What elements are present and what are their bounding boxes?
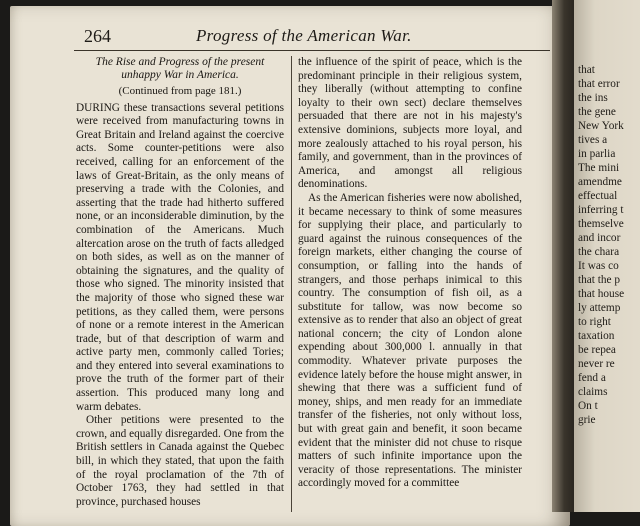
left-column xyxy=(76,56,284,509)
paragraph: As the American fisheries were now abolished, it became necessary to think of some measures for supplying their place, and particularly to guard against the ruinous consequences of the foreign markets, either changing the course of consumption, or falling into the hands of strangers, and those perhaps inimical to this country. The consumption of fish oil, as a substitute for tallow, was now become so extensive as to render that also an object of great national concern; the city of London alone expending about 300,000 l. annually in that commodity. Whatever private purposes the evidence lately before the house might answer, in shewing that there was a sufficient fund of money, ships, and men ready for an immediate transfer of the fisheries, not only without loss, but with great gain and benefit, it soon became evident that the minister did not chuse to risque matters of such infinite importance upon the veracity of those representations. The minister accordingly moved for a committee xyxy=(298,191,522,490)
paragraph: the influence of the spirit of peace, which is the predominant principle in their religious system, they liberally (without attempting to confine loyalty to their own sect) declare themselves persuaded that there are not in his majesty's extensive dominions, subjects more loyal, and more zealously attached to his royal person, his family, and government, than in the provinces of America, and amongst all religious denominations. xyxy=(298,56,522,191)
facing-line: that the p xyxy=(578,274,621,286)
facing-line: On t xyxy=(578,400,598,412)
facing-line: and incor xyxy=(578,232,621,244)
page-number: 264 xyxy=(84,26,111,46)
facing-line: that xyxy=(578,64,595,76)
facing-line: themselve xyxy=(578,218,624,230)
facing-line: fend a xyxy=(578,372,606,384)
facing-line: taxation xyxy=(578,330,615,342)
facing-line: inferring t xyxy=(578,204,624,216)
header-rule xyxy=(74,50,550,51)
facing-line: be repea xyxy=(578,344,616,356)
facing-line: grie xyxy=(578,414,596,426)
facing-line: It was co xyxy=(578,260,619,272)
page-header xyxy=(84,26,554,48)
facing-line: claims xyxy=(578,386,608,398)
facing-line: The mini xyxy=(578,162,620,174)
facing-line: ly attemp xyxy=(578,302,621,314)
facing-line: that house xyxy=(578,288,625,300)
facing-line: in parlia xyxy=(578,148,616,160)
facing-line: New York xyxy=(578,120,624,132)
facing-line: effectual xyxy=(578,190,618,202)
continued-note: (Continued from page 181.) xyxy=(118,85,242,97)
facing-page xyxy=(574,0,640,512)
facing-line: the chara xyxy=(578,246,620,258)
facing-line: tives a xyxy=(578,134,608,146)
book-gutter xyxy=(552,0,574,512)
article-title: The Rise and Progress of the present unhappy War in America. xyxy=(95,56,265,81)
column-divider xyxy=(291,56,292,512)
facing-line: amendme xyxy=(578,176,622,188)
paragraph: DURING these transactions several petitions were received from manufacturing towns in Great Britain and Ireland against the coercive acts. Some counter-petitions were also received, calling for an enforcement of the laws of Great-Britain, as the only means of preserving a trade with the Colonies, and asserting that the trade had hitherto suffered none, or an inconsiderable diminution, by the combination of the Americans. Much altercation arose on the truth of facts alledged on both sides, as well as on the manner of obtaining the signatures, and the quality of those who signed. The minority insisted that the majority of those who signed these war petitions, as they called them, were persons of none or a remote interest in the American trade, but of that description of warm and active party men, commonly called Tories; and they entered into several examinations to prove the truth of the former part of their assertion. This produced many long and warm debates. xyxy=(76,101,284,413)
facing-line: the gene xyxy=(578,106,616,118)
facing-line: to right xyxy=(578,316,611,328)
running-title: Progress of the American War. xyxy=(196,26,412,45)
right-column xyxy=(298,56,522,491)
facing-line: the ins xyxy=(578,92,608,104)
facing-line: that error xyxy=(578,78,620,90)
paragraph: Other petitions were presented to the crown, and equally disregarded. One from the British settlers in Canada against the Quebec bill, in which they stated, that upon the faith of the royal proclamation of the 7th of October 1763, they had settled in that province, purchased houses xyxy=(76,414,284,508)
facing-line: never re xyxy=(578,358,615,370)
